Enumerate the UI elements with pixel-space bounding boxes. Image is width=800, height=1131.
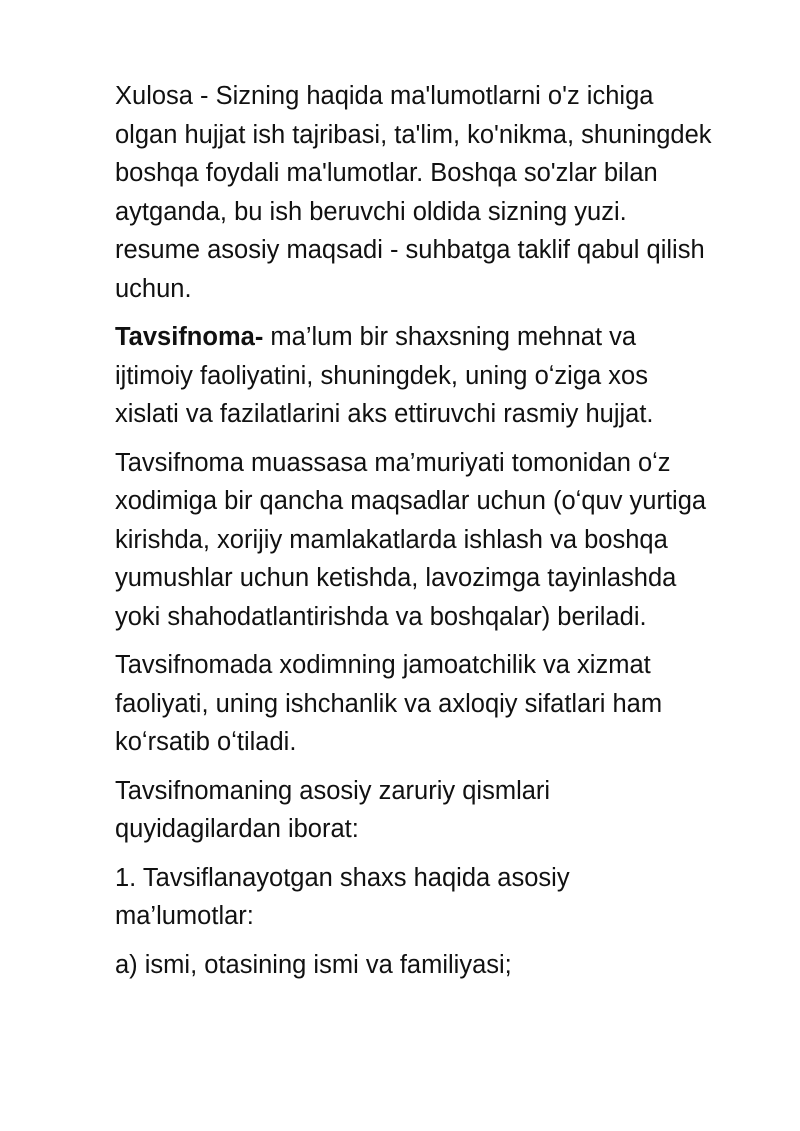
term-tavsifnoma: Tavsifnoma- — [115, 323, 264, 351]
paragraph-main-parts — [115, 772, 635, 849]
document-body — [115, 77, 755, 994]
paragraph-text: 1. Tavsiflanayotgan shaxs haqida asosiy ma’lumotlar: — [115, 863, 570, 930]
paragraph-text: Xulosa - Sizning haqida ma'lumotlarni o'z ichiga olgan hujjat ish tajribasi, ta'lim, ko'nikma, shuningdek boshqa foydali ma'lumotlar. Boshqa so'zlar bilan aytganda, bu ish beruvchi oldida sizning yuzi. resume asosiy maqsadi - suhbatga taklif qabul qilish uchun. — [115, 82, 712, 303]
paragraph-tavsifnoma-issuance — [115, 444, 725, 637]
paragraph-text: a) ismi, otasining ismi va familiyasi; — [115, 950, 512, 979]
paragraph-text: Tavsifnomada xodimning jamoatchilik va xizmat faoliyati, uning ishchanlik va axloqiy sifatlari ham koʻrsatib oʻtiladi. — [115, 651, 663, 756]
list-item-1 — [115, 859, 615, 936]
paragraph-text: Tavsifnoma muassasa ma’muriyati tomonidan oʻz xodimiga bir qancha maqsadlar uchun (oʻquv yurtiga kirishda, xorijiy mamlakatlarda ishlash va boshqa yumushlar uchun ketishda, lavozimga tayinlashda yoki shahodatlantirishda va boshqalar) beriladi. — [115, 448, 707, 631]
paragraph-xulosa — [115, 77, 715, 308]
list-item-a — [115, 946, 715, 985]
paragraph-tavsifnoma-content — [115, 646, 715, 762]
paragraph-text: Tavsifnomaning asosiy zaruriy qismlari quyidagilardan iborat: — [115, 776, 551, 843]
paragraph-text: ma’lum bir shaxsning mehnat va ijtimoiy faoliyatini, shuningdek, uning oʻziga xos xislati va fazilatlarini aks ettiruvchi rasmiy hujjat. — [115, 323, 654, 428]
paragraph-tavsifnoma-definition — [115, 318, 715, 434]
